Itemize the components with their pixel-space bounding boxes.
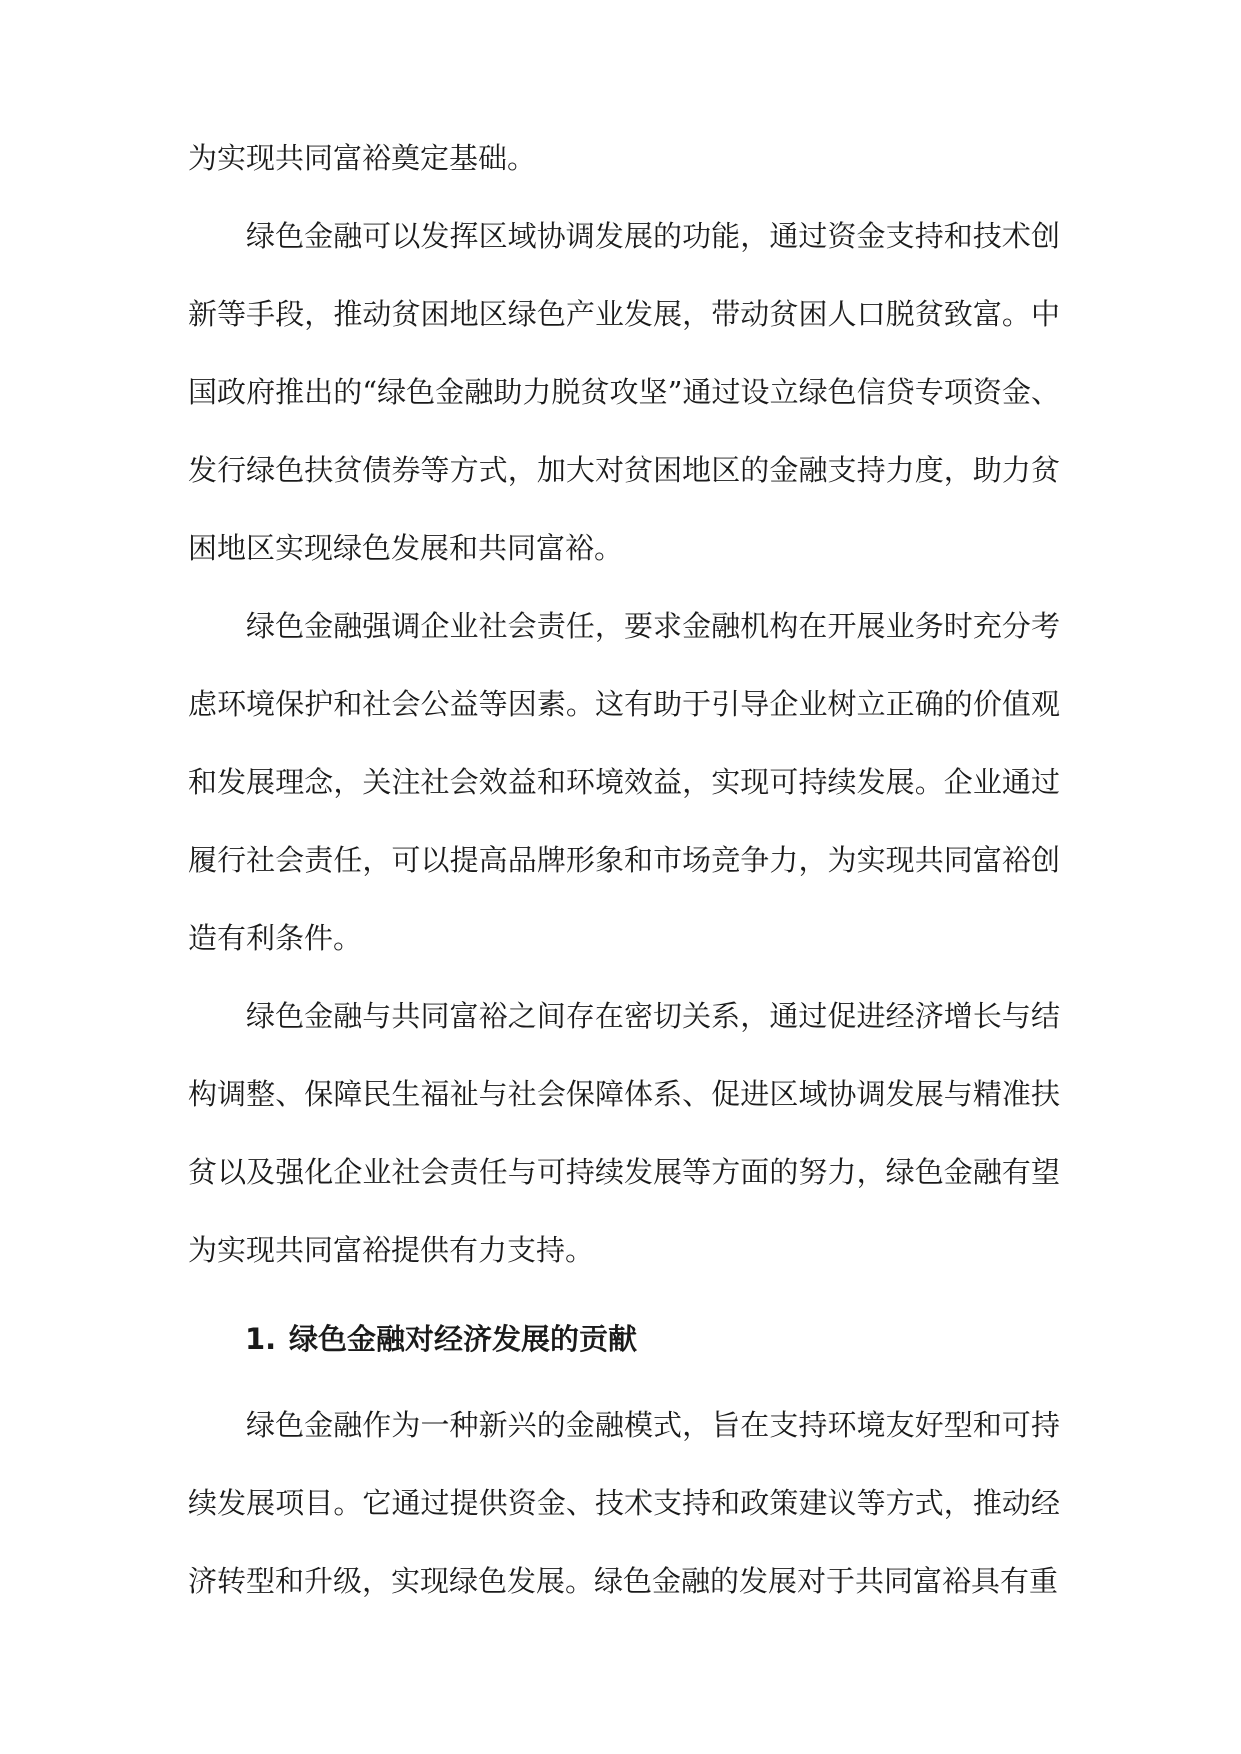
paragraph-summary: 绿色金融与共同富裕之间存在密切关系，通过促进经济增长与结构调整、保障民生福祉与社会保障体系、促进区域协调发展与精准扶贫以及强化企业社会责任与可持续发展等方面的努力，绿色金融有望为实现共同富裕提供有力支持。 — [188, 999, 1060, 1267]
section-title: 绿色金融对经济发展的贡献 — [289, 1322, 638, 1356]
body-text-upper — [188, 119, 1060, 1289]
paragraph-social-responsibility: 绿色金融强调企业社会责任，要求金融机构在开展业务时充分考虑环境保护和社会公益等因素。这有助于引导企业树立正确的价值观和发展理念，关注社会效益和环境效益，实现可持续发展。企业通过履行社会责任，可以提高品牌形象和市场竞争力，为实现共同富裕创造有利条件。 — [188, 609, 1060, 955]
section-number: 1. — [245, 1322, 277, 1356]
paragraph-regional-development: 绿色金融可以发挥区域协调发展的功能，通过资金支持和技术创新等手段，推动贫困地区绿色产业发展，带动贫困人口脱贫致富。中国政府推出的“绿色金融助力脱贫攻坚”通过设立绿色信贷专项资金、发行绿色扶贫债券等方式，加大对贫困地区的金融支持力度，助力贫困地区实现绿色发展和共同富裕。 — [188, 219, 1060, 565]
body-text-lower — [188, 1386, 1060, 1620]
paragraph-economic-contribution: 绿色金融作为一种新兴的金融模式，旨在支持环境友好型和可持续发展项目。它通过提供资金、技术支持和政策建议等方式，推动经济转型和升级，实现绿色发展。绿色金融的发展对于共同富裕具有重 — [188, 1408, 1060, 1598]
paragraph-continuation: 为实现共同富裕奠定基础。 — [188, 141, 537, 175]
section-heading — [245, 1309, 637, 1369]
